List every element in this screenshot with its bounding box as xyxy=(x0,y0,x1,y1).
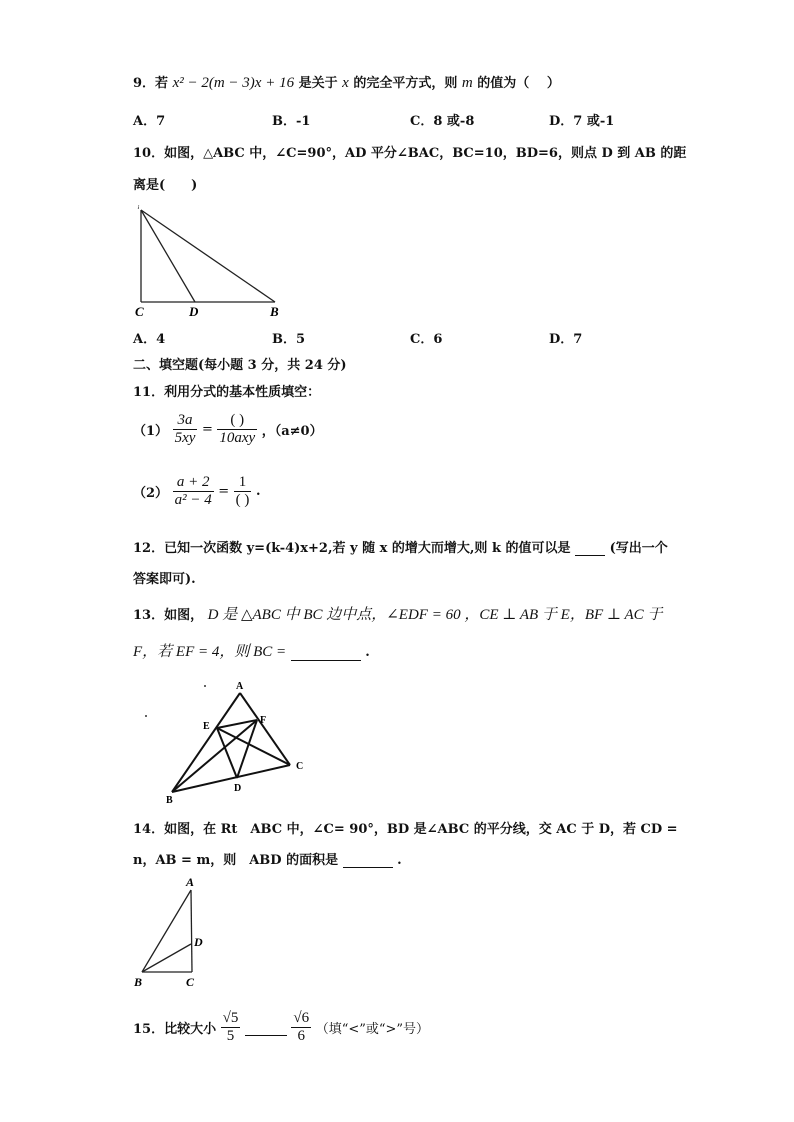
q9-option-b: B．-1 xyxy=(272,114,311,129)
q10-stem-line1: 10．如图，△ABC 中，∠C=90°，AD 平分∠BAC，BC=10，BD=6，则点 D 到 AB 的距 xyxy=(133,146,687,161)
q11-p2-num-left: a + 2 xyxy=(173,474,214,492)
q10-stem-line2: 离是( ) xyxy=(133,178,198,193)
q11-p1-label: （1） xyxy=(133,424,169,439)
q14-label-c: C xyxy=(186,975,195,989)
q15-num-left: √5 xyxy=(222,1010,239,1026)
q13-label-c: C xyxy=(296,761,304,772)
q11-stem: 11．利用分式的基本性质填空： xyxy=(133,385,321,400)
q9-stem xyxy=(133,72,560,92)
q9-text-tail: 的值为（ ） xyxy=(477,76,560,91)
q11-p2-fraction-right xyxy=(234,474,252,509)
q12-stem-tail: (写出一个 xyxy=(609,541,668,556)
q11-part2: （2） $\frac{a + 2}{\text{a² − 4}}$ = $\frac{1}{( )}$ . xyxy=(133,474,261,508)
q15-answer-blank[interactable] xyxy=(245,1020,287,1036)
q11-p2-den-right: ( ) xyxy=(235,492,250,508)
q13-end: . xyxy=(365,645,370,660)
q12-line2: 答案即可). xyxy=(133,572,196,587)
q14-line1: 14．如图，在 Rt ABC 中，∠C= 90°，BD 是∠ABC 的平分线，交 AC 于 D，若 CD = xyxy=(133,822,678,837)
q12-answer-blank[interactable] xyxy=(575,540,605,556)
q13-number: 13．如图， xyxy=(133,608,204,623)
q13-line1 xyxy=(133,603,662,624)
section-title-fill-blank: 二、填空题(每小题 3 分，共 24 分) xyxy=(133,358,347,373)
q14-label-d: D xyxy=(194,935,203,949)
q10-option-d: D．7 xyxy=(549,332,583,347)
q13-label-f: F xyxy=(260,715,267,726)
q15-den-left: 5 xyxy=(226,1028,235,1044)
q10-option-b: B．5 xyxy=(272,332,306,347)
q14-answer-blank[interactable] xyxy=(343,852,393,868)
q10-label-b: B xyxy=(270,304,279,319)
q9-expression: x² − 2(m − 3)x + 16 xyxy=(172,75,295,91)
q11-p1-fraction-right xyxy=(217,412,257,447)
q15-fraction-right xyxy=(291,1010,311,1045)
q13-line2 xyxy=(133,640,370,661)
q14-end: . xyxy=(397,853,402,868)
q10-triangle-figure xyxy=(128,196,298,322)
q14-label-a: A xyxy=(186,875,195,889)
q12-stem: 12．已知一次函数 y=(k-4)x+2,若 y 随 x 的增大而增大,则 k 的值可以是 xyxy=(133,541,571,556)
q15-num-right: √6 xyxy=(293,1010,310,1026)
q13-stem: D 是 △ABC 中 BC 边中点，∠EDF = 60 ，CE ⊥ AB 于 E，BF ⊥ AC 于 xyxy=(207,607,663,623)
q14-stem-line2: n，AB = m，则 ABD 的面积是 xyxy=(133,853,339,868)
q13-stem-line2: F，若 EF = 4，则 BC = xyxy=(133,644,287,660)
q13-label-a: A xyxy=(236,681,244,692)
q11-p2-fraction-left xyxy=(173,474,214,509)
q11-p1-den-right: 10axy xyxy=(219,430,256,446)
q11-p1-condition: ，（a≠0） xyxy=(261,424,323,439)
q13-label-d: D xyxy=(234,783,242,794)
q10-option-a: A．4 xyxy=(133,332,166,347)
q11-p2-label: （2） xyxy=(133,486,169,501)
q13-answer-blank[interactable] xyxy=(291,645,361,661)
q13-label-b: B xyxy=(166,795,173,806)
q9-option-c: C．8 或-8 xyxy=(410,114,475,129)
q9-var-x: x xyxy=(342,75,349,91)
q13-triangle-figure xyxy=(140,676,320,808)
q11-p1-num-right: ( ) xyxy=(217,412,257,430)
q15-line xyxy=(133,1010,429,1045)
q9-text-mid2: 的完全平方式，则 xyxy=(353,76,458,91)
q11-p1-den-left: 5xy xyxy=(174,430,196,446)
q15-stem: 15．比较大小 xyxy=(133,1022,217,1037)
q13-label-e: E xyxy=(203,721,210,732)
q12-line1 xyxy=(133,537,668,556)
q15-den-right: 6 xyxy=(297,1028,306,1044)
svg-text:ᵢ: ᵢ xyxy=(138,200,140,210)
q9-var-m: m xyxy=(461,75,473,91)
q9-text-mid: 是关于 xyxy=(298,76,338,91)
q11-p2-end: . xyxy=(255,484,261,499)
q14-triangle-figure xyxy=(130,874,210,992)
q10-label-c: C xyxy=(135,304,144,319)
q11-p1-fraction-left xyxy=(173,412,198,447)
q9-number: 9．若 xyxy=(133,76,169,91)
q10-option-c: C．6 xyxy=(410,332,443,347)
q11-p1-num-left: 3a xyxy=(173,412,198,430)
q9-option-a: A．7 xyxy=(133,114,166,129)
q14-label-b: B xyxy=(134,975,143,989)
q14-line2 xyxy=(133,849,402,868)
q11-p2-den-left: a² − 4 xyxy=(174,492,212,508)
q11-p2-num-right: 1 xyxy=(234,474,252,492)
q10-label-d: D xyxy=(189,304,199,319)
q11-part1: （1） $\frac{3a}{5xy}$ = $\frac{( )}{\text{10axy}}$ ，（a≠0） xyxy=(133,412,323,446)
q9-option-d: D．7 或-1 xyxy=(549,114,615,129)
q15-fraction-left xyxy=(221,1010,241,1045)
q15-tail: （填“<”或“>”号） xyxy=(315,1022,430,1037)
